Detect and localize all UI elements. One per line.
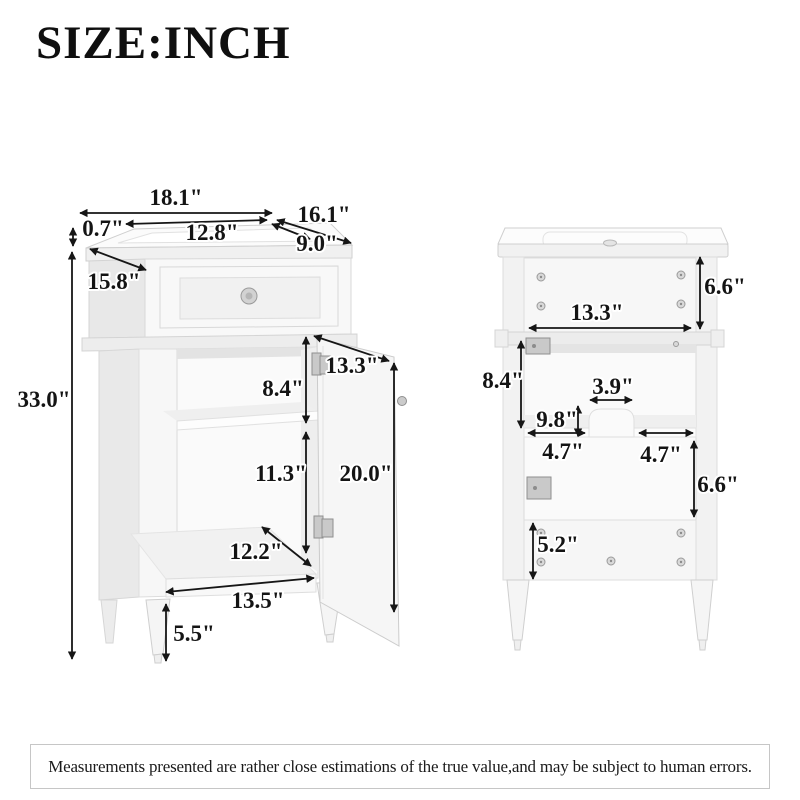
dim-label: 13.3": [570, 300, 624, 325]
dim-label: 16.1": [297, 202, 351, 227]
leg-left-foot: [514, 640, 521, 650]
disclaimer-text: Measurements presented are rather close estimations of the true value,and may be subject to human errors.: [48, 756, 752, 776]
dim-label: 4.7": [640, 442, 682, 467]
dim-leg-height: [166, 604, 215, 661]
leg-back-left: [101, 600, 117, 643]
dim-label: 6.6": [704, 274, 746, 299]
dim-overall-height: [17, 252, 72, 659]
side-cabinet-drawing: [495, 228, 728, 650]
plumbing-notch: [589, 409, 634, 437]
dim-label: 4.7": [542, 439, 584, 464]
dim-label: 13.3": [325, 353, 379, 378]
side-view: [482, 228, 746, 650]
faucet-hole: [604, 240, 617, 246]
dim-label: 8.4": [262, 376, 304, 401]
molding-cap-right: [711, 330, 724, 347]
dim-label: 33.0": [17, 387, 71, 412]
dim-label: 5.5": [173, 621, 215, 646]
molding-cap-left: [495, 330, 508, 347]
dim-label: 6.6": [697, 472, 739, 497]
dim-label: 9.0": [296, 231, 338, 256]
drawer-knob-center: [246, 293, 253, 300]
interior-screw: [674, 342, 679, 347]
dim-label: 5.2": [537, 532, 579, 557]
page-title: SIZE:INCH: [36, 17, 291, 69]
dim-shelf-setback: [536, 406, 578, 436]
dim-label: 12.8": [185, 220, 239, 245]
dim-label: 3.9": [592, 374, 634, 399]
dim-label: 20.0": [339, 461, 393, 486]
leg-front-right-foot: [326, 634, 334, 642]
door-hinge-bottom: [527, 477, 551, 499]
door-knob: [398, 397, 407, 406]
dim-label: 0.7": [82, 216, 124, 241]
dim-top-width: [80, 185, 272, 213]
disclaimer-box: [30, 744, 770, 789]
open-door: [317, 338, 399, 646]
dim-label: 15.8": [87, 269, 141, 294]
lower-left-side: [99, 349, 139, 600]
leg-left: [507, 580, 529, 640]
dim-label: 18.1": [149, 185, 203, 210]
dim-label: 12.2": [229, 539, 283, 564]
dim-label: 9.8": [536, 407, 578, 432]
dim-label: 8.4": [482, 368, 524, 393]
door-hinge-bottom: [314, 516, 333, 538]
leg-right-foot: [699, 640, 706, 650]
dim-notch-width: [590, 374, 634, 400]
leg-front-left-foot: [154, 654, 162, 663]
door-hinge-top: [526, 338, 550, 354]
dim-label: 13.5": [231, 588, 285, 613]
leg-right: [691, 580, 713, 640]
front-view: [17, 185, 406, 663]
dim-label: 11.3": [255, 461, 307, 486]
